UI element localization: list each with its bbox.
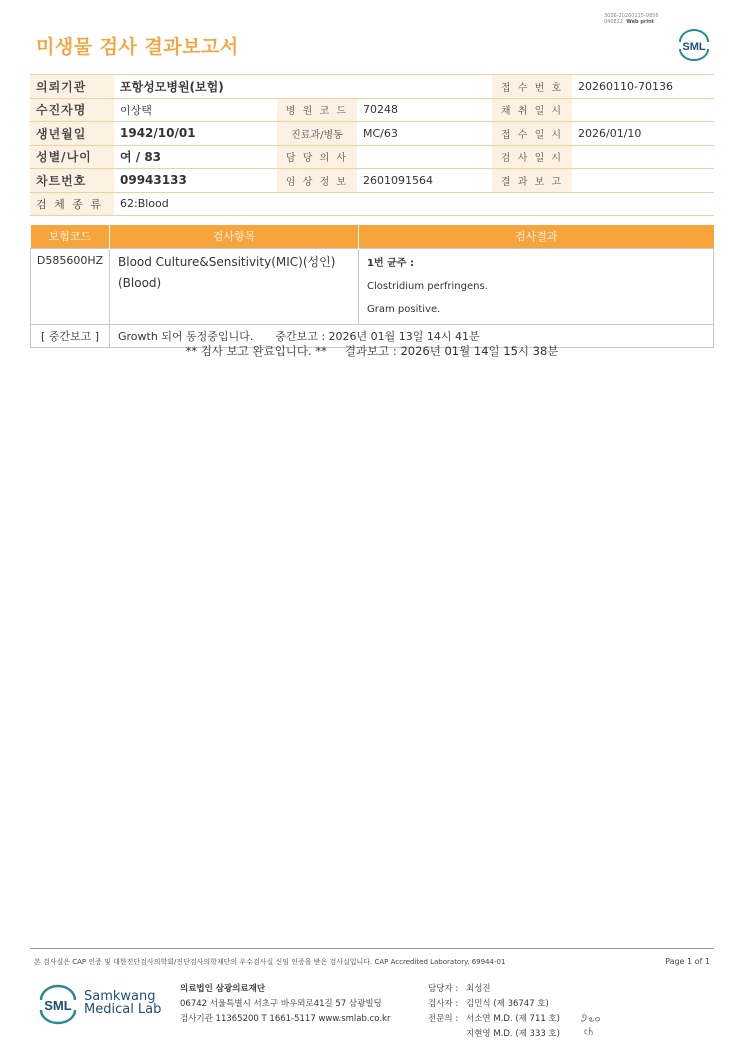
info-row [30,98,714,122]
completion-time: 결과보고 : 2026년 01월 14일 15시 38분 [344,344,559,358]
staff-name: 지현영 M.D. (제 333 호) [466,1029,561,1039]
col-header-item: 검사항목 [110,225,359,248]
info-row [30,145,714,169]
sex-age-label: 성별/나이 [30,145,114,169]
page-number: Page 1 of 1 [665,957,710,966]
col-header-code: 보험코드 [31,225,110,248]
info-row [30,192,714,216]
page-title: 미생물 검사 결과보고서 [36,36,239,58]
staff-row [428,982,560,997]
specimen-value: 62:Blood [114,192,714,216]
result-line3: Gram positive. [367,303,441,315]
brand-line2: Medical Lab [84,1002,162,1017]
requester-label: 의뢰기관 [30,75,114,99]
staff-row [428,1027,560,1042]
test-item-line1: Blood Culture&Sensitivity(MIC)(성인) [118,254,336,269]
interim-label: [ 중간보고 ] [31,324,110,347]
test-date-value [572,145,714,169]
chart-no-label: 차트번호 [30,169,114,193]
staff-role: 검사자 : [428,999,459,1009]
brand-name [84,990,161,1016]
receipt-date-value: 2026/01/10 [572,122,714,146]
patient-label: 수진자명 [30,98,114,122]
signature-icon [578,1010,610,1038]
receipt-no-label: 접 수 번 호 [492,75,572,99]
patient-info-table [30,74,714,216]
test-item-line2: (Blood) [118,275,162,290]
test-result [359,248,714,324]
clinical-value: 2601091564 [357,169,492,193]
sml-logo-text: SML [682,41,706,53]
completion-notice [0,343,744,359]
staff-name: 김민식 (제 36747 호) [466,999,549,1009]
info-row [30,169,714,193]
receipt-no-value: 20260110-70136 [572,75,714,99]
test-item [110,248,359,324]
interim-time: 중간보고 : 2026년 01월 13일 14시 41분 [275,329,480,343]
dept-value: MC/63 [357,122,492,146]
doctor-label: 담 당 의 사 [277,145,357,169]
web-print-label: Web print [626,19,655,25]
result-line1: 1번 균주 : [367,257,414,269]
staff-name: 서소연 M.D. (제 711 호) [466,1014,561,1024]
sml-logo-icon [675,27,713,61]
collect-date-value [572,98,714,122]
info-row [30,75,714,99]
staff-list [428,982,560,1042]
requester-value: 포항성모병원(보험) [114,75,357,99]
report-value [572,169,714,193]
result-header-row [31,225,714,248]
clinical-label: 임 상 정 보 [277,169,357,193]
foundation-info [180,982,390,1027]
hospital-code-label: 병 원 코 드 [277,98,357,122]
test-date-label: 검 사 일 시 [492,145,572,169]
dob-value: 1942/10/01 [114,122,277,146]
dob-label: 생년월일 [30,122,114,146]
doctor-value [357,145,492,169]
result-row [31,248,714,324]
interim-text: Growth 되어 동정중입니다. [118,329,254,343]
print-code [604,13,659,25]
sex-age-value: 여 / 83 [114,145,277,169]
staff-row [428,1012,560,1027]
report-label: 결 과 보 고 [492,169,572,193]
hospital-code-value: 70248 [357,98,492,122]
insurance-code: D585600HZ [31,248,110,324]
print-code-line: 3036-20260115-0856 [604,13,659,19]
sml-footer-logo-icon [36,983,80,1025]
sml-footer-logo-text: SML [44,998,72,1013]
foundation-contact: 검사기관 11365200 T 1661-5117 www.smlab.co.kr [180,1014,391,1024]
staff-role: 담당자 : [428,984,459,994]
dept-label: 진료과/병동 [277,122,357,146]
info-row [30,122,714,146]
completion-text: ** 검사 보고 완료입니다. ** [185,344,327,358]
result-table [30,225,714,348]
collect-date-label: 채 취 일 시 [492,98,572,122]
result-line2: Clostridium perfringens. [367,280,488,292]
certification-note: 본 검사실은 CAP 인증 및 대한진단검사의학회/진단검사의학재단의 우수검사실 신임 인증을 받은 검사실입니다. CAP Accredited Laboratory. 69944-01 [34,958,506,966]
chart-no-value: 09943133 [114,169,277,193]
footer-divider [30,948,714,949]
col-header-result: 검사결과 [359,225,714,248]
foundation-name: 의료법인 삼광의료재단 [180,984,266,994]
foundation-address: 06742 서울특별시 서초구 바우뫼로41길 57 삼광빌딩 [180,999,382,1009]
staff-row [428,997,560,1012]
print-code-sub: 040822 [604,19,624,25]
staff-name: 최성진 [466,984,491,994]
staff-role: 전문의 : [428,1014,459,1024]
specimen-label: 검 체 종 류 [30,192,114,216]
receipt-date-label: 접 수 일 시 [492,122,572,146]
patient-value: 이상택 [114,98,277,122]
brand-line1: Samkwang [84,989,156,1004]
